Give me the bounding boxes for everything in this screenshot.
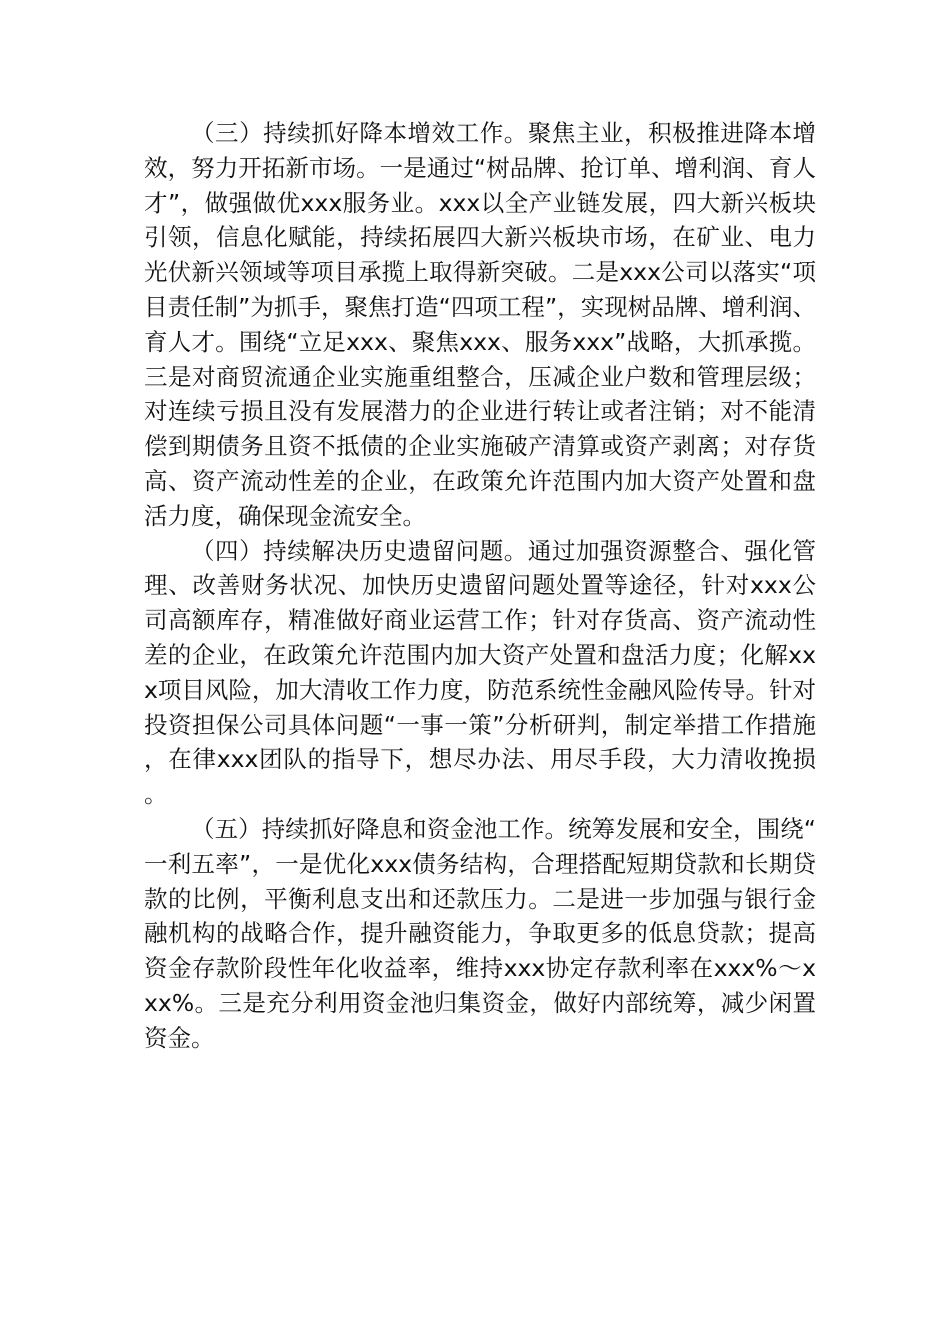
paragraph-interest-and-cash-pool: （五）持续抓好降息和资金池工作。统筹发展和安全，围绕“一利五率”，一是优化xxx债务结构，合理搭配短期贷款和长期贷款的比例，平衡利息支出和还款压力。二是进一步加强与银行金融机构的战略合作，提升融资能力，争取更多的低息贷款；提高资金存款阶段性年化收益率，维持xxx协定存款利率在xxx%～xxx%。三是充分利用资金池归集资金，做好内部统筹，减少闲置资金。 [144, 814, 816, 1052]
paragraph-legacy-issues: （四）持续解决历史遗留问题。通过加强资源整合、强化管理、改善财务状况、加快历史遗留问题处置等途径，针对xxx公司高额库存，精准做好商业运营工作；针对存货高、资产流动性差的企业，在政策允许范围内加大资产处置和盘活力度；化解xxx项目风险，加大清收工作力度，防范系统性金融风险传导。针对投资担保公司具体问题“一事一策”分析研判，制定举措工作措施，在律xxx团队的指导下，想尽办法、用尽手段，大力清收挽损。 [144, 536, 816, 809]
document-body [144, 116, 816, 1056]
paragraph-cost-reduction: （三）持续抓好降本增效工作。聚焦主业，积极推进降本增效，努力开拓新市场。一是通过“树品牌、抢订单、增利润、育人才”，做强做优xxx服务业。xxx以全产业链发展，四大新兴板块引领，信息化赋能，持续拓展四大新兴板块市场，在矿业、电力光伏新兴领域等项目承揽上取得新突破。二是xxx公司以落实“项目责任制”为抓手，聚焦打造“四项工程”，实现树品牌、增利润、育人才。围绕“立足xxx、聚焦xxx、服务xxx”战略，大抓承揽。三是对商贸流通企业实施重组整合，压减企业户数和管理层级；对连续亏损且没有发展潜力的企业进行转让或者注销；对不能清偿到期债务且资不抵债的企业实施破产清算或资产剥离；对存货高、资产流动性差的企业，在政策允许范围内加大资产处置和盘活力度，确保现金流安全。 [144, 119, 816, 530]
